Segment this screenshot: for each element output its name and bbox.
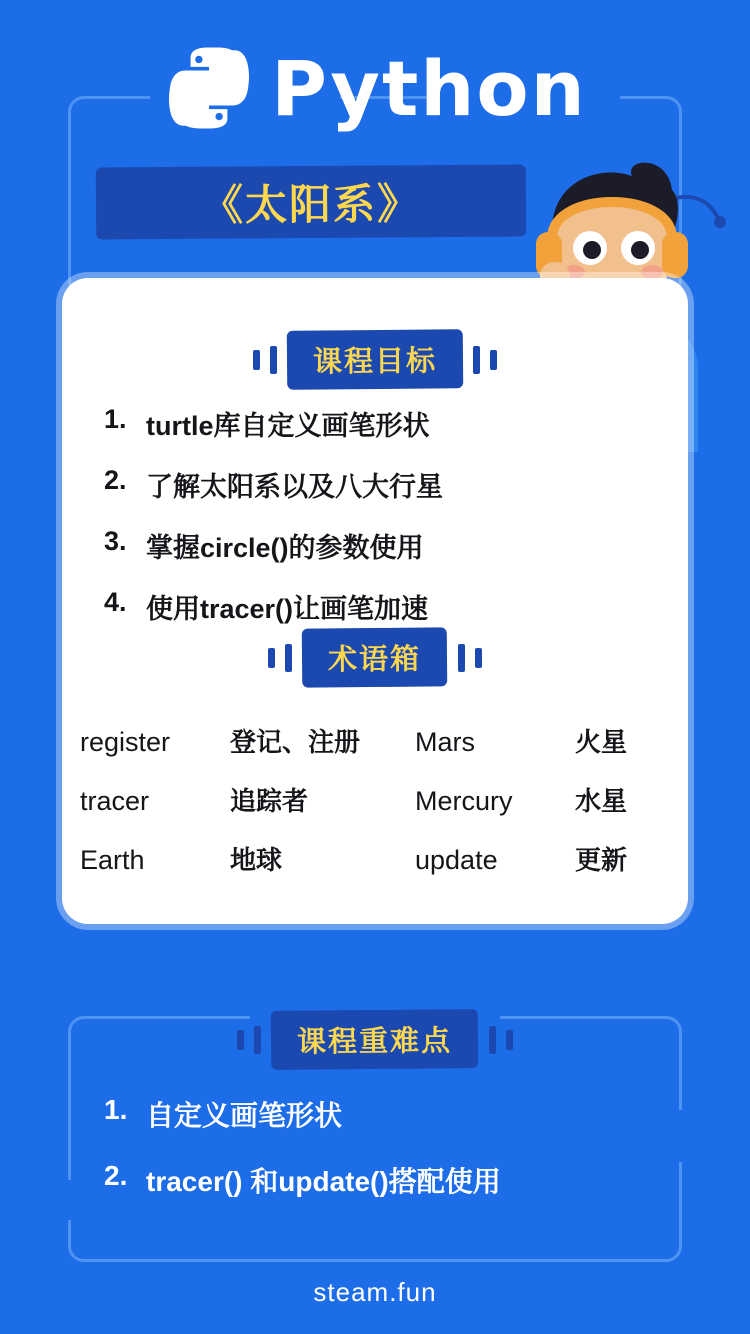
subtitle-text: 《太阳系》 (200, 180, 422, 229)
goals-title-chip (0, 330, 750, 389)
list-item-text: 使用tracer()让画笔加速 (146, 594, 429, 624)
tick-mark-icon (490, 350, 497, 370)
tick-mark-icon (268, 648, 275, 668)
list-item (104, 404, 624, 443)
glossary-term-zh: 更新 (575, 845, 628, 875)
list-item (104, 465, 624, 504)
list-item-text: 掌握circle()的参数使用 (146, 533, 424, 563)
page-header (0, 42, 750, 134)
list-item-number: 2. (104, 465, 127, 495)
tick-mark-icon (473, 346, 480, 374)
glossary-term-en: Earth (80, 845, 145, 875)
list-item-text: turtle库自定义画笔形状 (146, 411, 430, 441)
glossary-term-zh: 登记、注册 (230, 727, 361, 757)
list-item-number: 2. (104, 1160, 128, 1191)
frame-notch (676, 1110, 688, 1162)
glossary-term-en: Mars (415, 727, 475, 757)
list-item-text: 了解太阳系以及八大行星 (146, 472, 443, 502)
glossary-term-zh: 追踪者 (230, 786, 309, 816)
glossary-term-en: Mercury (415, 786, 513, 816)
goals-title: 课程目标 (312, 345, 438, 379)
glossary-title: 术语箱 (328, 643, 422, 677)
list-item (104, 1094, 664, 1134)
tick-mark-icon (270, 346, 277, 374)
tick-mark-icon (285, 644, 292, 672)
list-item (104, 587, 624, 626)
glossary-term-en: register (80, 727, 171, 757)
tick-mark-icon (458, 644, 465, 672)
list-item-text: tracer() 和update()搭配使用 (146, 1166, 501, 1197)
glossary-title-chip (0, 628, 750, 687)
tick-mark-icon (489, 1026, 496, 1054)
glossary-term-en: update (415, 845, 498, 875)
tick-mark-icon (253, 350, 260, 370)
glossary-term-en: tracer (80, 786, 150, 816)
glossary-term-zh: 火星 (575, 727, 628, 757)
list-item (104, 1160, 664, 1200)
page-title: Python (271, 43, 587, 133)
list-item-number: 1. (104, 404, 127, 434)
keypoints-list (104, 1094, 664, 1226)
tick-mark-icon (475, 648, 482, 668)
list-item (104, 526, 624, 565)
tick-mark-icon (254, 1026, 261, 1054)
glossary-term-zh: 水星 (575, 786, 628, 816)
list-item-number: 3. (104, 526, 127, 556)
footer-site: steam.fun (313, 1277, 437, 1307)
glossary-term-zh: 地球 (230, 845, 283, 875)
list-item-number: 4. (104, 587, 127, 617)
goals-list (104, 404, 624, 648)
keypoints-title-chip (0, 1010, 750, 1069)
glossary-table (80, 722, 670, 877)
tick-mark-icon (506, 1030, 513, 1050)
list-item-number: 1. (104, 1094, 128, 1125)
list-item-text: 自定义画笔形状 (146, 1100, 343, 1131)
tick-mark-icon (237, 1030, 244, 1050)
subtitle-banner (96, 164, 526, 239)
frame-notch (62, 1180, 74, 1220)
keypoints-title: 课程重难点 (297, 1025, 453, 1059)
python-logo-icon (163, 42, 255, 134)
